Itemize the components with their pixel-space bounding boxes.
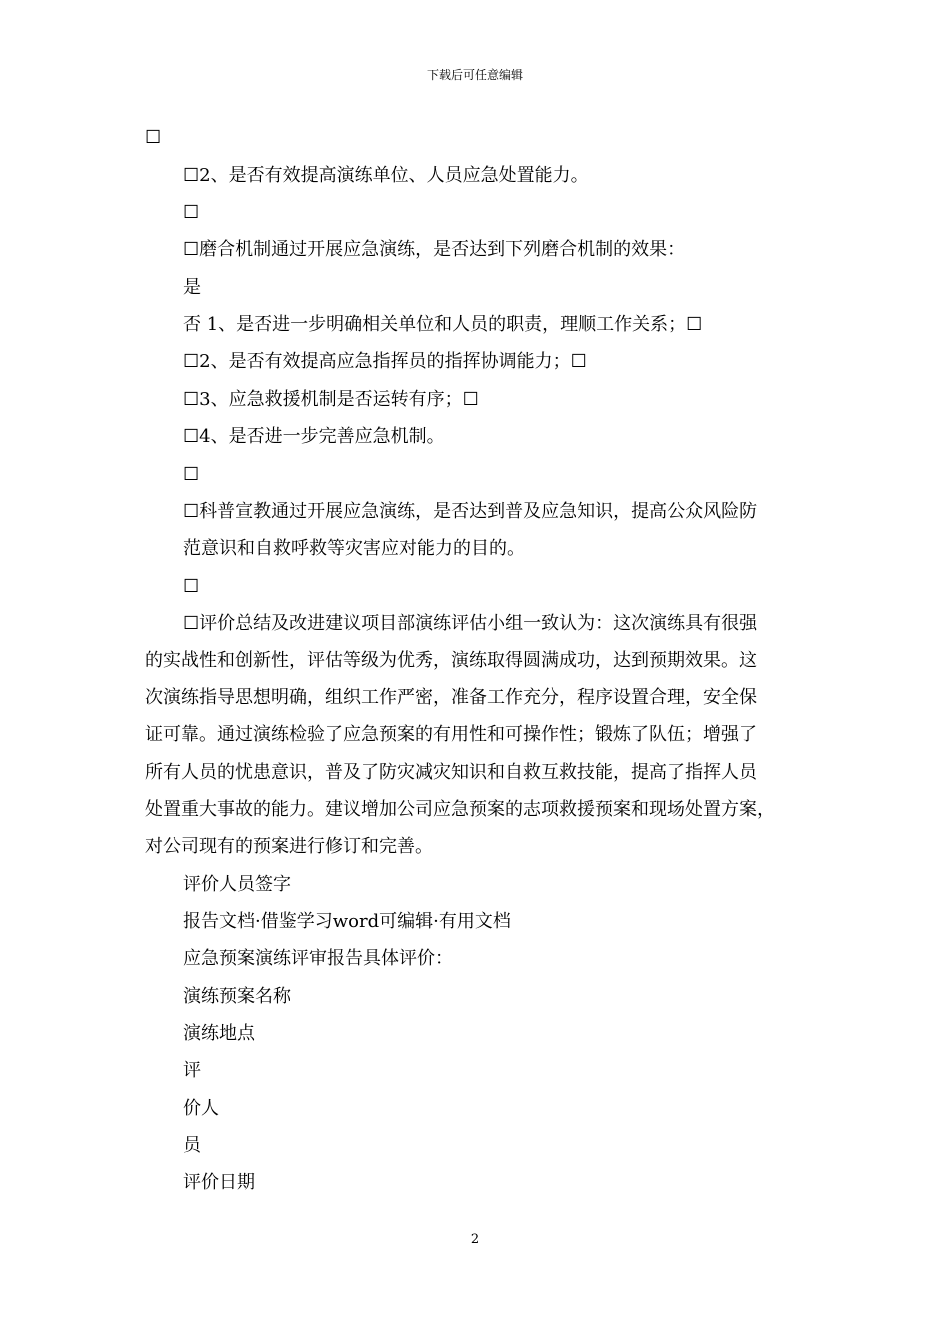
text-line: 对公司现有的预案进行修订和完善。 bbox=[145, 836, 433, 857]
text-line: 价人 bbox=[183, 1098, 219, 1119]
text-line: 员 bbox=[183, 1135, 201, 1156]
text-line: ☐2、是否有效提高演练单位、人员应急处置能力。 bbox=[183, 165, 589, 186]
text-line: ☐ bbox=[145, 127, 162, 148]
text-line: 处置重大事故的能力。建议增加公司应急预案的志项救援预案和现场处置方案， bbox=[145, 799, 775, 820]
text-line: 评 bbox=[183, 1060, 201, 1081]
text-line: 演练预案名称 bbox=[183, 986, 291, 1007]
page-header: 下载后可任意编辑 bbox=[426, 68, 523, 82]
text-line: 应急预案演练评审报告具体评价： bbox=[183, 948, 453, 969]
text-line: 范意识和自救呼救等灾害应对能力的目的。 bbox=[183, 538, 525, 559]
text-line: ☐2、是否有效提高应急指挥员的指挥协调能力；☐ bbox=[183, 351, 587, 372]
text-line: 次演练指导思想明确，组织工作严密，准备工作充分，程序设置合理，安全保 bbox=[145, 687, 757, 708]
text-line: ☐3、应急救援机制是否运转有序；☐ bbox=[183, 389, 479, 410]
text-line: 评价日期 bbox=[183, 1172, 255, 1193]
text-line: 所有人员的忧患意识，普及了防灾减灾知识和自救互救技能，提高了指挥人员 bbox=[145, 762, 757, 783]
text-line: 是 bbox=[183, 277, 201, 298]
page-number: 2 bbox=[470, 1232, 480, 1247]
text-line: 演练地点 bbox=[183, 1023, 255, 1044]
text-line: 否 1、是否进一步明确相关单位和人员的职责，理顺工作关系；☐ bbox=[183, 314, 703, 335]
text-line: 报告文档·借鉴学习word可编辑·有用文档 bbox=[183, 911, 511, 932]
text-line: ☐ bbox=[183, 202, 200, 223]
text-line: 的实战性和创新性，评估等级为优秀，演练取得圆满成功，达到预期效果。这 bbox=[145, 650, 757, 671]
text-line: ☐科普宣教通过开展应急演练，是否达到普及应急知识，提高公众风险防 bbox=[183, 501, 758, 522]
text-line: ☐评价总结及改进建议项目部演练评估小组一致认为：这次演练具有很强 bbox=[183, 613, 758, 634]
text-line: 证可靠。通过演练检验了应急预案的有用性和可操作性；锻炼了队伍；增强了 bbox=[145, 724, 757, 745]
text-line: ☐ bbox=[183, 464, 200, 485]
text-line: ☐4、是否进一步完善应急机制。 bbox=[183, 426, 445, 447]
text-line: ☐ bbox=[183, 576, 200, 597]
text-line: 评价人员签字 bbox=[183, 874, 291, 895]
text-line: ☐磨合机制通过开展应急演练，是否达到下列磨合机制的效果： bbox=[183, 239, 686, 260]
